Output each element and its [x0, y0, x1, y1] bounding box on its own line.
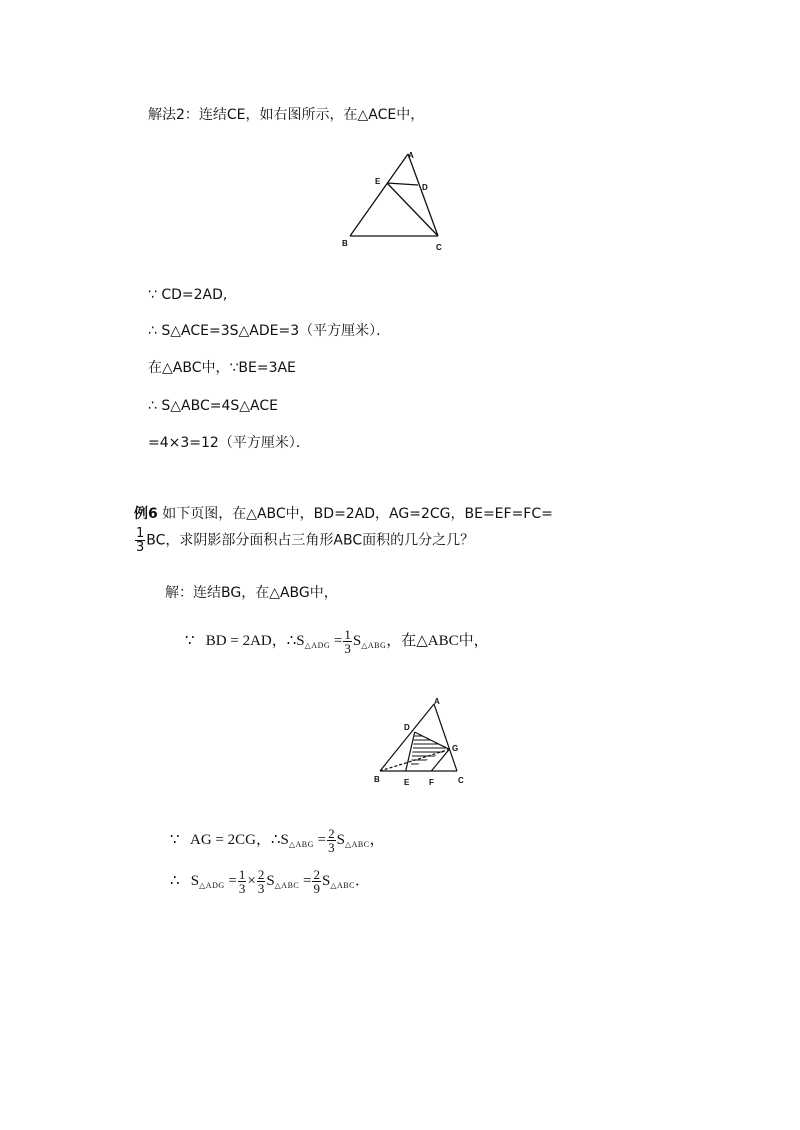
fraction-one-third: $\frac{1}{3}$	[238, 867, 246, 897]
example6-text-part1: 如下页图，在△ABC中，BD=2AD，AG=2CG，BE=EF=FC=	[162, 506, 553, 522]
solution2-line-1: ∵ CD=2AD,	[148, 287, 228, 303]
label-b: B	[374, 775, 380, 784]
solution2-line-2: ∴ S△ACE=3S△ADE=3（平方厘米）．	[148, 323, 391, 339]
label-e: E	[404, 778, 410, 787]
example6-step2: ∵ AG = 2CG，$\therefore S_{\triangle ABG}$ = $\frac{2}{3}$ $S_{\triangle ABC}$，	[170, 826, 385, 856]
segment-bg	[380, 749, 449, 771]
example6-statement-line2	[134, 527, 474, 554]
example6-text-part2: BC，求阴影部分面积占三角形ABC面积的几分之几？	[146, 532, 475, 549]
label-g: G	[452, 744, 459, 753]
label-a: A	[434, 697, 440, 706]
example6-statement-line1	[134, 505, 553, 523]
example6-solution-intro: 解：连结BG，在△ABG中，	[165, 585, 338, 601]
figure-triangle-abc-shaded	[372, 696, 482, 796]
solution2-line-5: =4×3=12（平方厘米）．	[148, 435, 310, 451]
example6-step3: ∴ $S_{\triangle ADG}$ = $\frac{1}{3}$ × $\frac{2}{3}$ $S_{\triangle ABC}$ = $\frac{2}{9}$ $S_{\triangle ABC}$．	[170, 867, 370, 897]
fraction-two-thirds: $\frac{2}{3}$	[257, 867, 265, 897]
example6-title: 例6	[134, 506, 158, 522]
label-d: D	[422, 183, 428, 192]
figure-triangle-ace	[340, 148, 460, 258]
label-a: A	[408, 151, 414, 160]
edge-ac	[408, 154, 438, 236]
label-b: B	[342, 239, 348, 248]
fraction-one-third: $\frac{1}{3}$	[344, 627, 351, 657]
fraction-two-thirds: $\frac{2}{3}$	[328, 826, 335, 856]
label-f: F	[429, 778, 434, 787]
label-c: C	[436, 243, 442, 252]
therefore-symbol: ∴	[170, 873, 180, 889]
because-symbol: ∵	[185, 633, 195, 649]
label-e: E	[375, 177, 381, 186]
example6-step1: ∵ BD = 2AD，$\therefore S_{\triangle ADG}$ = $\frac{1}{3}$ $S_{\triangle ABG}$，在△ABC中，	[185, 627, 489, 657]
segment-gf	[431, 749, 449, 771]
fraction-two-ninths: $\frac{2}{9}$	[313, 867, 320, 897]
because-symbol: ∵	[170, 832, 180, 848]
label-d: D	[404, 723, 410, 732]
example6-fraction: $\frac{1}{3}$	[136, 526, 145, 555]
segment-ed	[387, 183, 418, 185]
edge-ac	[434, 704, 457, 771]
segment-ec	[387, 183, 438, 236]
solution2-line-3: 在△ABC中，∵BE=3AE	[148, 360, 296, 376]
label-c: C	[458, 776, 464, 785]
solution2-intro: 解法2：连结CE，如右图所示，在△ACE中，	[148, 107, 425, 123]
solution2-line-4: ∴ S△ABC=4S△ACE	[148, 398, 278, 414]
